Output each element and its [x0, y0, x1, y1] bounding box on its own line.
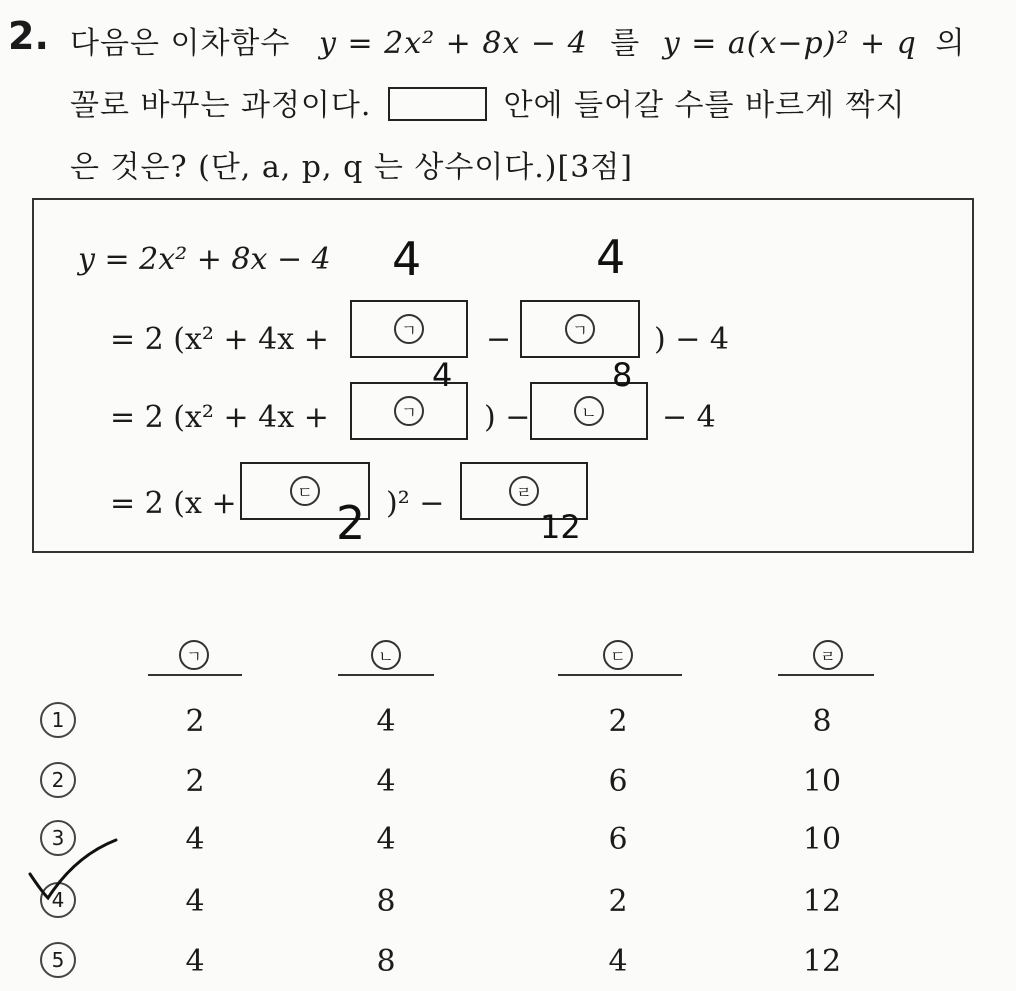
handwritten-note: 2 [336, 496, 366, 550]
table-cell: 4 [376, 764, 396, 799]
table-cell: 4 [376, 704, 396, 739]
column-header-digeut [568, 640, 668, 670]
table-cell: 10 [802, 764, 842, 799]
option-2-marker[interactable]: 2 [40, 762, 76, 798]
table-cell: 8 [376, 884, 396, 919]
handwritten-note: 4 [392, 232, 422, 286]
question-text: 를 [610, 26, 641, 61]
table-cell: 6 [608, 764, 628, 799]
column-header-rieul [778, 640, 878, 670]
equation-line-4-mid: )² − [386, 486, 445, 521]
equation-line-2-start: = 2 (x² + 4x + [110, 322, 329, 357]
header-underline [558, 674, 682, 676]
circled-rieul-icon: ㄹ [813, 640, 843, 670]
header-underline [778, 674, 874, 676]
handwritten-note: 4 [596, 230, 626, 284]
vertex-form-expression: y = a(x−p)² + q [662, 26, 917, 61]
table-cell: 2 [185, 704, 205, 739]
question-text: 꼴로 바꾸는 과정이다. [70, 88, 372, 123]
circled-digeut-icon: ㄷ [603, 640, 633, 670]
question-line-2 [70, 80, 905, 124]
table-cell: 8 [376, 944, 396, 979]
circled-giyeok-icon: ㄱ [565, 314, 595, 344]
question-text: 다음은 이차함수 [70, 26, 291, 61]
equation-line-3-mid: ) − [484, 400, 531, 435]
equation-line-2-end: ) − 4 [654, 322, 729, 357]
equation-line-3-start: = 2 (x² + 4x + [110, 400, 329, 435]
table-cell: 10 [802, 822, 842, 857]
table-cell: 4 [185, 822, 205, 857]
table-cell: 4 [185, 944, 205, 979]
quadratic-expression: y = 2x² + 8x − 4 [318, 26, 588, 61]
table-cell: 2 [608, 884, 628, 919]
circled-nieun-icon: ㄴ [371, 640, 401, 670]
table-cell: 12 [802, 944, 842, 979]
option-5-marker[interactable]: 5 [40, 942, 76, 978]
question-number: 2. [8, 14, 49, 58]
column-header-nieun [336, 640, 436, 670]
circled-digeut-icon: ㄷ [290, 476, 320, 506]
handwritten-note: 8 [612, 356, 633, 394]
handwritten-note: 4 [432, 356, 453, 394]
table-cell: 2 [185, 764, 205, 799]
handwritten-note: 12 [540, 508, 581, 546]
blank-box-giyeok [350, 300, 468, 358]
option-1-marker[interactable]: 1 [40, 702, 76, 738]
table-cell: 4 [185, 884, 205, 919]
question-line-3: 은 것은? (단, a, p, q 는 상수이다.)[3점] [70, 150, 633, 185]
circled-giyeok-icon: ㄱ [394, 396, 424, 426]
table-cell: 12 [802, 884, 842, 919]
table-cell: 4 [376, 822, 396, 857]
header-underline [148, 674, 242, 676]
table-cell: 6 [608, 822, 628, 857]
option-4-marker[interactable]: 4 [40, 882, 76, 918]
table-cell: 8 [812, 704, 832, 739]
equation-line-4-start: = 2 (x + [110, 486, 237, 521]
blank-box-giyeok [520, 300, 640, 358]
circled-rieul-icon: ㄹ [509, 476, 539, 506]
circled-giyeok-icon: ㄱ [394, 314, 424, 344]
column-header-giyeok [144, 640, 244, 670]
header-underline [338, 674, 434, 676]
circled-nieun-icon: ㄴ [574, 396, 604, 426]
checkmark-icon [20, 836, 120, 906]
question-line-1 [70, 18, 965, 62]
equation-line-2-minus: − [486, 322, 512, 357]
circled-giyeok-icon: ㄱ [179, 640, 209, 670]
option-3-marker[interactable]: 3 [40, 820, 76, 856]
table-cell: 4 [608, 944, 628, 979]
table-cell: 2 [608, 704, 628, 739]
question-text: 안에 들어갈 수를 바르게 짝지 [503, 88, 906, 123]
equation-line-1: y = 2x² + 8x − 4 [78, 242, 331, 277]
question-text: 의 [935, 26, 966, 61]
equation-line-3-end: − 4 [662, 400, 716, 435]
blank-box-icon [388, 87, 487, 121]
